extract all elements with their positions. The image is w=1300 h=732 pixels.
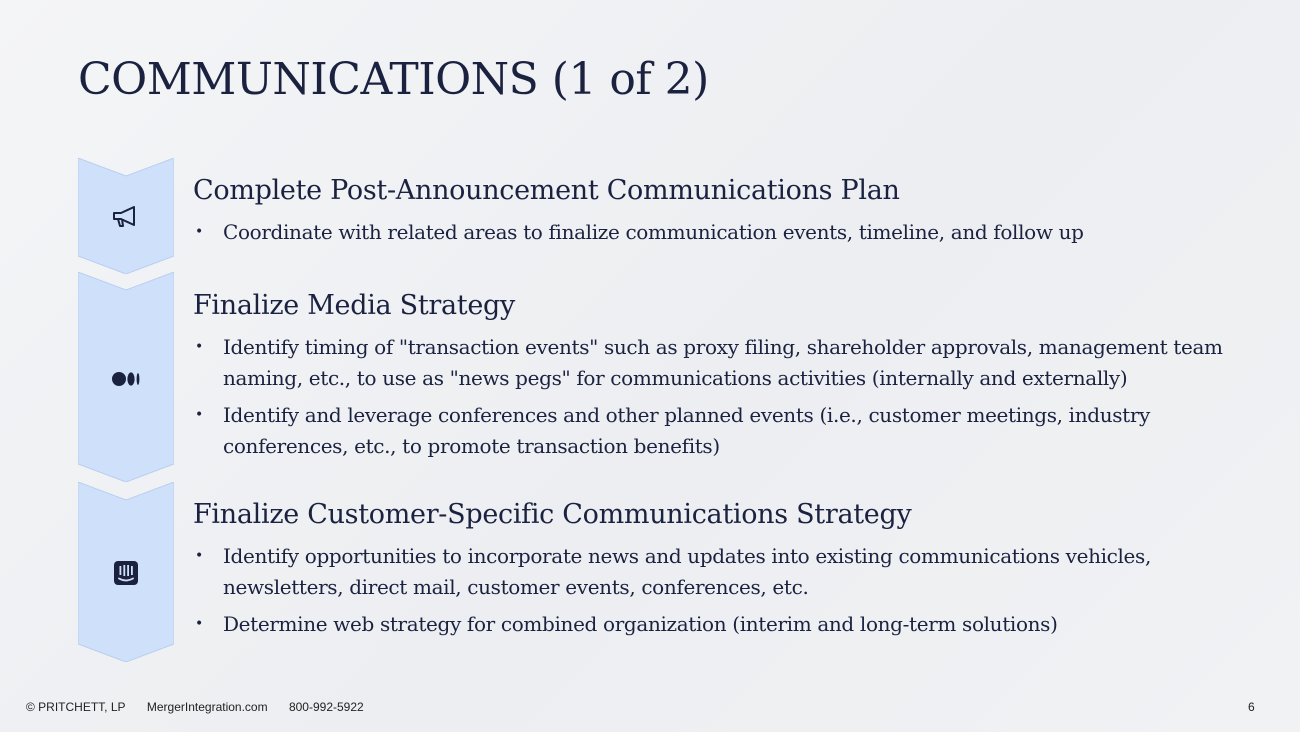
- megaphone-icon: [111, 202, 141, 232]
- bullet-item: • Identify and leverage conferences and other planned events (i.e., customer meetings, industry conferences, etc., to promote transaction benefits): [195, 403, 1151, 458]
- bullet-item: • Determine web strategy for combined organization (interim and long-term solutions): [195, 612, 1058, 636]
- chevron-step-2: [78, 272, 174, 482]
- bullet-list: [193, 217, 1253, 248]
- section-customer-specific-strategy: [193, 499, 1253, 646]
- intercom-logo-icon: [111, 558, 141, 588]
- bullet-list: [193, 332, 1253, 462]
- footer-website: MergerIntegration.com: [146, 700, 268, 714]
- bullet-item: • Coordinate with related areas to finalize communication events, timeline, and follow up: [195, 220, 1084, 244]
- bullet-list: [193, 541, 1253, 640]
- section-heading: Finalize Customer-Specific Communications Strategy: [193, 499, 912, 530]
- section-post-announcement-plan: [193, 175, 1253, 254]
- footer: [26, 700, 382, 714]
- section-heading: Complete Post-Announcement Communications Plan: [193, 175, 900, 206]
- footer-phone: 800-992-5922: [288, 700, 364, 714]
- section-media-strategy: [193, 290, 1253, 468]
- footer-copyright: © PRITCHETT, LP: [26, 700, 126, 714]
- slide-title: COMMUNICATIONS (1 of 2): [78, 54, 709, 105]
- bullet-item: • Identify timing of "transaction events" such as proxy filing, shareholder approvals, management team naming, etc., to use as "news pegs" for communications activities (internally and externally): [195, 335, 1223, 390]
- section-heading: Finalize Media Strategy: [193, 290, 515, 321]
- page-number: 6: [1248, 700, 1255, 714]
- bullet-item: • Identify opportunities to incorporate news and updates into existing communications vehicles, newsletters, direct mail, customer events, conferences, etc.: [195, 544, 1151, 599]
- medium-logo-icon: [111, 364, 141, 394]
- chevron-step-1: [78, 158, 174, 274]
- chevron-step-3: [78, 482, 174, 662]
